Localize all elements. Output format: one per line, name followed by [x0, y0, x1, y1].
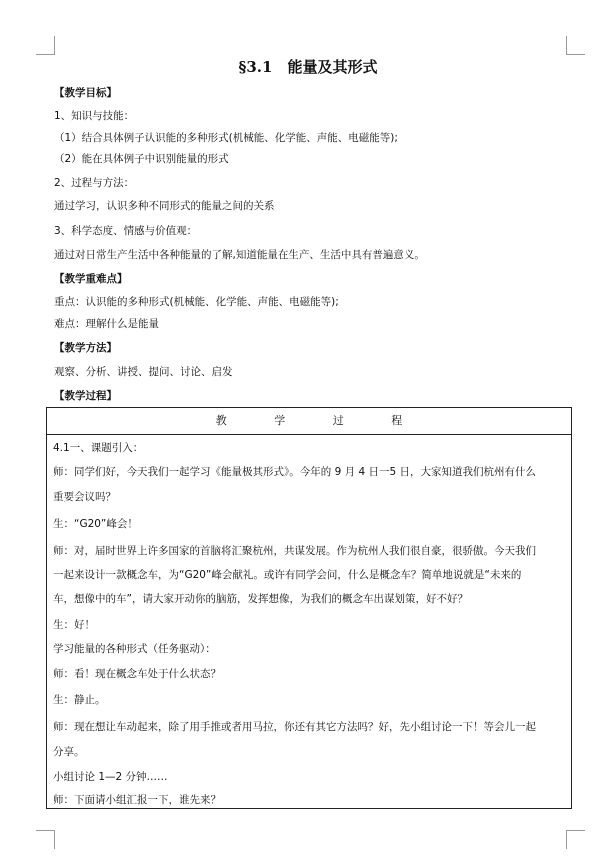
page-title: §3.1 能量及其形式 — [238, 58, 378, 76]
methods-text: 观察、分析、讲授、提问、讨论、启发 — [54, 366, 233, 378]
process-heading: 【教学过程】 — [54, 390, 117, 402]
table-row: 师：同学们好，今天我们一起学习《能量极其形式》。今年的 9 月 4 日一5 日，大家知道我们杭州有什么 — [53, 466, 536, 478]
item-process-text: 通过学习，认识多种不同形式的能量之间的关系 — [54, 200, 275, 212]
item-process: 2、过程与方法： — [54, 177, 135, 189]
corner-mark-top-left — [36, 36, 55, 55]
item-attitude: 3、科学态度、情感与价值观： — [54, 225, 198, 237]
table-row: 4.1一、课题引入： — [53, 442, 144, 454]
corner-mark-top-right — [566, 36, 585, 55]
corner-mark-bottom-right — [566, 830, 585, 849]
table-row: 分享。 — [53, 746, 85, 758]
table-row: 师：看！现在概念车处于什么状态？ — [53, 668, 221, 680]
table-row: 师：下面请小组汇报一下，谁先来？ — [53, 794, 221, 806]
header-char: 教 — [215, 414, 227, 427]
hard-point: 难点：理解什么是能量 — [54, 318, 159, 330]
corner-mark-bottom-left — [36, 830, 55, 849]
table-row: 一起来设计一款概念车，为“G20”峰会献礼。或许有同学会问，什么是概念车？简单地说就是“未来的 — [53, 569, 522, 581]
header-char: 过 — [332, 414, 344, 427]
process-table — [46, 407, 572, 809]
key-point: 重点：认识能的多种形式(机械能、化学能、声能、电磁能等); — [54, 296, 339, 308]
item-knowledge-b: （2）能在具体例子中识别能量的形式 — [54, 153, 229, 165]
item-attitude-text: 通过对日常生产生活中各种能量的了解,知道能量在生产、生活中具有普遍意义。 — [54, 249, 425, 261]
header-char: 学 — [274, 414, 286, 427]
item-knowledge: 1、知识与技能： — [54, 110, 135, 122]
table-row: 生：“G20”峰会！ — [53, 518, 138, 530]
header-char: 程 — [391, 414, 403, 427]
key-heading: 【教学重难点】 — [54, 273, 128, 285]
table-row: 师：现在想让车动起来，除了用手推或者用马拉，你还有其它方法吗？好，先小组讨论一下！等会儿一起 — [53, 721, 536, 733]
table-header — [47, 408, 571, 435]
goals-heading: 【教学目标】 — [54, 87, 117, 99]
method-heading: 【教学方法】 — [54, 342, 117, 354]
table-row: 生：好！ — [53, 619, 95, 631]
table-row: 重要会议吗？ — [53, 491, 116, 503]
item-knowledge-a: （1）结合具体例子认识能的多种形式(机械能、化学能、声能、电磁能等); — [54, 132, 398, 144]
table-row: 师：对，届时世界上许多国家的首脑将汇聚杭州，共谋发展。作为杭州人我们很自豪，很骄傲。今天我们 — [53, 545, 536, 557]
table-row: 学习能量的各种形式（任务驱动）： — [53, 643, 216, 655]
table-row: 车，想像中的车”，请大家开动你的脑筋，发挥想像，为我们的概念车出谋划策，好不好？ — [53, 593, 468, 605]
table-row: 小组讨论 1—2 分钟…… — [53, 771, 168, 783]
table-row: 生：静止。 — [53, 694, 106, 706]
